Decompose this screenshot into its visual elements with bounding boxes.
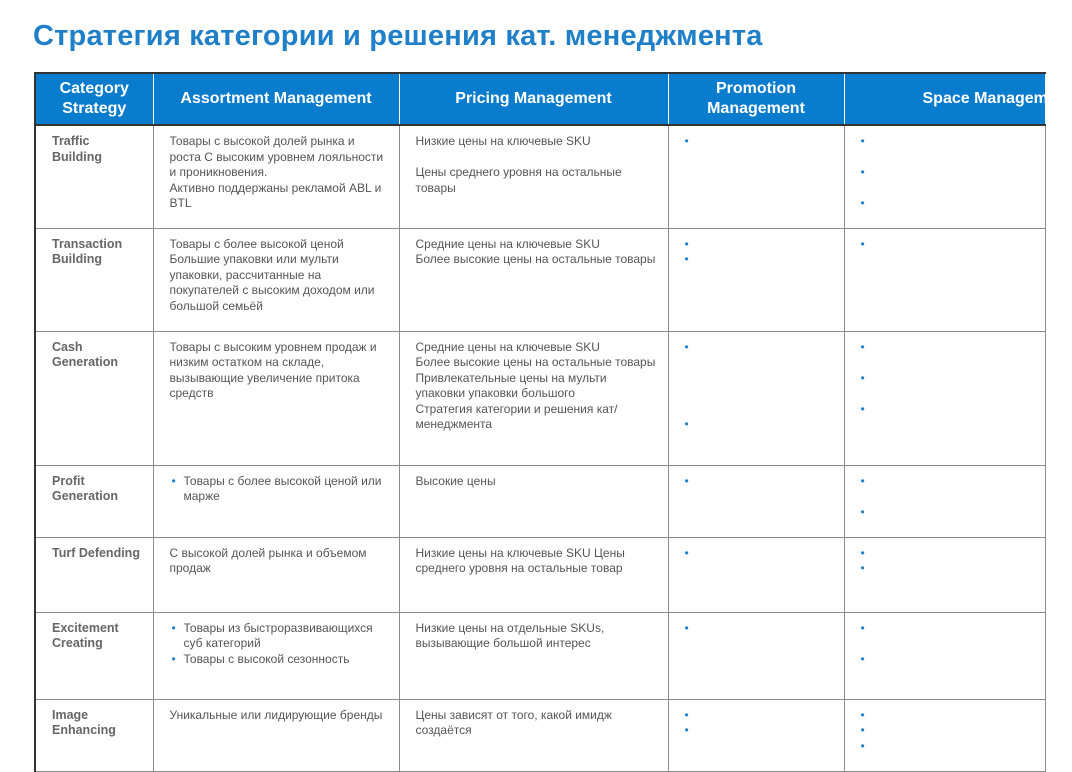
header-space-management: Space Management <box>844 73 1045 125</box>
table-row <box>35 699 1045 771</box>
cell-text: Низкие цены на отдельные SKUs, вызывающие большой интерес <box>415 620 605 651</box>
cell-text: Товары с высокой долей рынка и роста С высоким уровнем лояльности и проникновения. <box>169 134 384 179</box>
pricing-cell <box>399 612 668 699</box>
strategy-table <box>34 72 1072 772</box>
assortment-cell <box>153 228 399 331</box>
cell-text: Средние цены на ключевые SKU <box>415 236 600 251</box>
promotion-cell <box>668 699 844 771</box>
table-row <box>35 125 1045 228</box>
bullet-marker: • <box>860 561 865 576</box>
table-row <box>35 228 1045 331</box>
bullet-marker: • <box>860 196 865 210</box>
space-cell <box>844 331 1045 465</box>
header-assortment-management: Assortment Management <box>153 73 399 125</box>
bullet-list <box>170 621 389 668</box>
promotion-cell <box>668 612 844 699</box>
bullet-marker: • <box>860 707 865 722</box>
promotion-cell <box>668 125 844 228</box>
cell-text: Уникальные или лидирующие бренды <box>169 707 383 722</box>
row-label-image-enhancing: Image Enhancing <box>35 699 153 771</box>
assortment-cell <box>153 331 399 465</box>
bullet-marker: • <box>860 473 865 488</box>
pricing-cell <box>399 537 668 612</box>
list-item: • Товары с более высокой ценой или марже <box>184 474 389 505</box>
bullet-marker: • <box>684 339 689 354</box>
cell-text: Высокие цены <box>415 473 496 488</box>
table-row <box>35 537 1045 612</box>
bullet-marker: • <box>860 134 865 148</box>
pricing-cell <box>399 699 668 771</box>
pricing-cell <box>399 331 668 465</box>
bullet-marker: • <box>684 545 689 560</box>
promotion-cell <box>668 537 844 612</box>
bullet-marker: • <box>860 370 865 385</box>
promotion-cell <box>668 331 844 465</box>
cell-text: Привлекательные цены на мульти упаковки упаковки большого <box>415 370 607 401</box>
space-cell <box>844 612 1045 699</box>
bullet-marker: • <box>684 236 689 251</box>
bullet-marker: • <box>860 339 865 354</box>
bullet-marker: • <box>684 417 689 432</box>
row-label-excitement-creating: Excitement Creating <box>35 612 153 699</box>
table-row <box>35 331 1045 465</box>
bullet-marker: • <box>684 707 689 722</box>
pricing-cell <box>399 125 668 228</box>
bullet-list <box>170 474 389 505</box>
cell-text: Товары с высоким уровнем продаж и низким остатком на складе, вызывающие увеличение притока средств <box>169 339 377 401</box>
bullet-marker: • <box>860 723 865 738</box>
table-row <box>35 465 1045 537</box>
cell-text: Более высокие цены на остальные товары <box>415 355 656 370</box>
cell-text: Средние цены на ключевые SKU <box>415 339 600 354</box>
cell-text: Стратегия категории и решения кат/ менеджмента <box>415 401 618 432</box>
header-category-strategy: Category Strategy <box>35 73 153 125</box>
space-cell <box>844 228 1045 331</box>
cell-text: Низкие цены на ключевые SKU Цены среднего уровня на остальные товар <box>415 545 625 576</box>
space-cell <box>844 125 1045 228</box>
cell-text: Цены зависят от того, какой имидж создаётся <box>415 707 612 738</box>
assortment-cell <box>153 125 399 228</box>
assortment-cell <box>153 612 399 699</box>
cell-text: Товары с более высокой ценой <box>169 236 344 251</box>
bullet-marker: • <box>860 236 865 251</box>
cell-text: Низкие цены на ключевые SKU <box>415 134 591 148</box>
bullet-marker: • <box>684 620 689 635</box>
assortment-cell <box>153 699 399 771</box>
bullet-marker: • <box>684 252 689 267</box>
table-header-row <box>35 73 1045 125</box>
assortment-cell <box>153 537 399 612</box>
row-label-traffic-building: Traffic Building <box>35 125 153 228</box>
bullet-marker: • <box>860 545 865 560</box>
bullet-marker: • <box>684 134 689 148</box>
cell-text: Цены среднего уровня на остальные товары <box>415 165 622 195</box>
promotion-cell <box>668 465 844 537</box>
bullet-marker: • <box>860 738 865 753</box>
bullet-marker: • <box>860 401 865 416</box>
header-pricing-management: Pricing Management <box>399 73 668 125</box>
cell-text <box>416 150 658 166</box>
space-cell <box>844 465 1045 537</box>
row-label-transaction-building: Transaction Building <box>35 228 153 331</box>
page-title: Стратегия категории и решения кат. менеджмента <box>33 20 763 52</box>
header-promotion-management: Promotion Management <box>668 73 844 125</box>
bullet-marker: • <box>684 723 689 738</box>
bullet-marker: • <box>860 620 865 635</box>
bullet-marker: • <box>860 165 865 179</box>
cell-text: Более высокие цены на остальные товары <box>415 252 656 267</box>
table-row <box>35 612 1045 699</box>
row-label-turf-defending: Turf Defending <box>35 537 153 612</box>
cell-text: С высокой долей рынка и объемом продаж <box>169 545 367 576</box>
assortment-cell <box>153 465 399 537</box>
pricing-cell <box>399 228 668 331</box>
row-label-profit-generation: Profit Generation <box>35 465 153 537</box>
space-cell <box>844 537 1045 612</box>
promotion-cell <box>668 228 844 331</box>
list-item: • Товары из быстроразвивающихся суб категорий <box>184 621 389 652</box>
list-item: • Товары с высокой сезонность <box>184 652 389 668</box>
bullet-marker: • <box>684 473 689 488</box>
pricing-cell <box>399 465 668 537</box>
bullet-marker: • <box>860 504 865 519</box>
cell-text: Большие упаковки или мульти упаковки, рассчитанные на покупателей с высоким доходом или большой семьёй <box>169 252 375 313</box>
cell-text: Активно поддержаны рекламой ABL и BTL <box>169 180 382 210</box>
row-label-cash-generation: Cash Generation <box>35 331 153 465</box>
space-cell <box>844 699 1045 771</box>
bullet-marker: • <box>860 651 865 666</box>
